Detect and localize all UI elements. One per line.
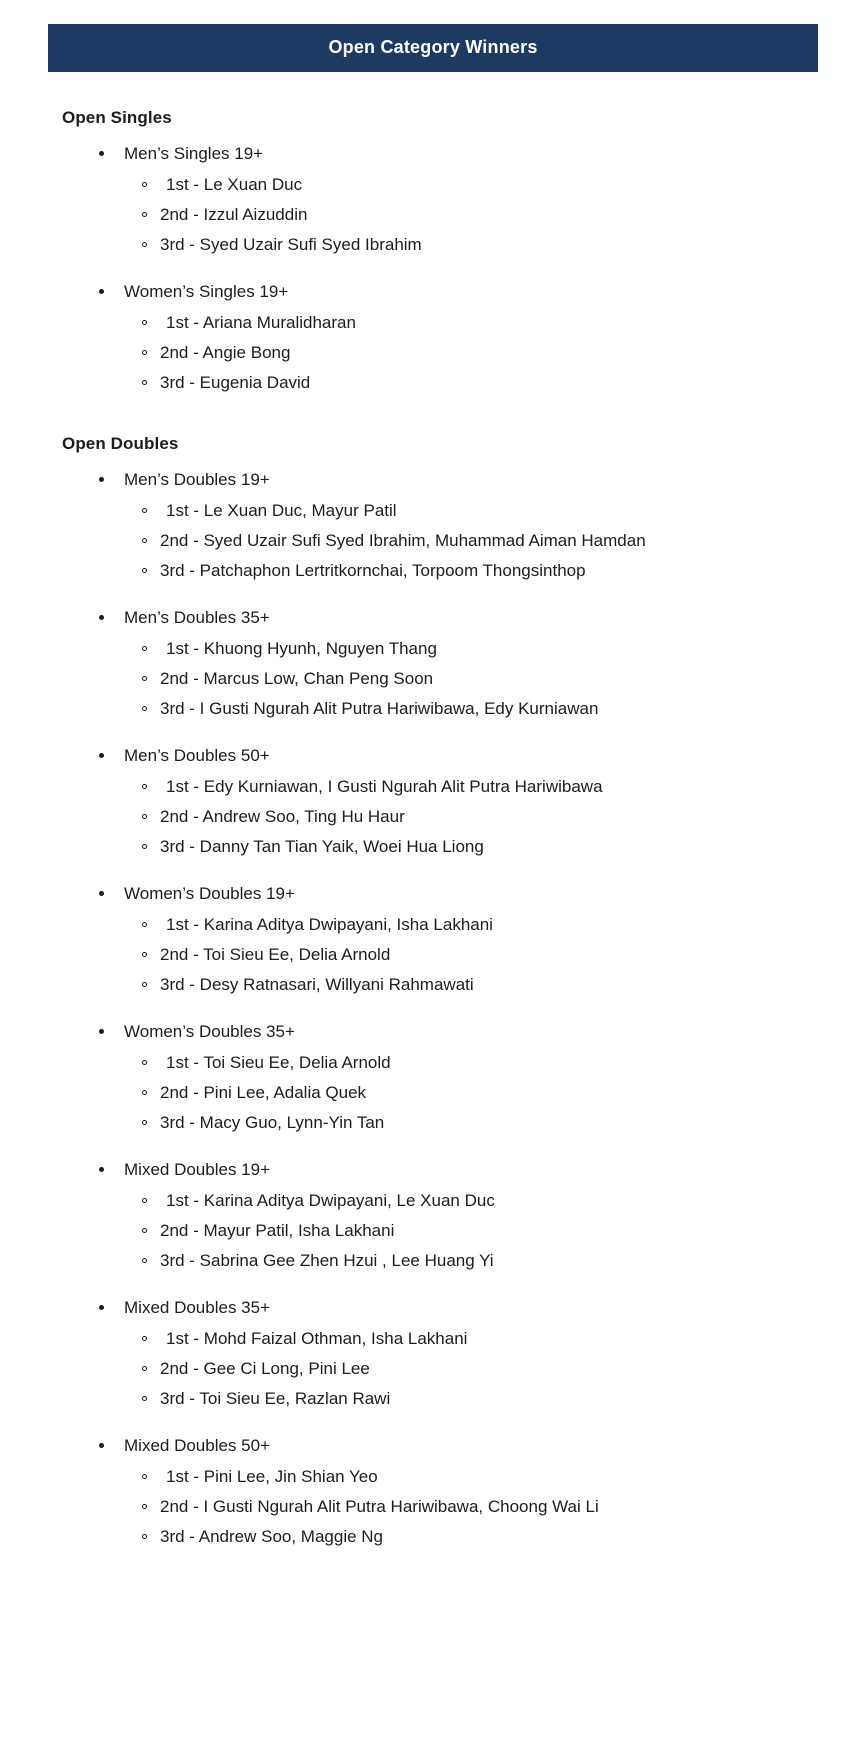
placing-item	[124, 232, 866, 258]
placing-text: 2nd - Andrew Soo, Ting Hu Haur	[160, 807, 405, 826]
placing-text: 2nd - Angie Bong	[160, 343, 291, 362]
category-item	[0, 468, 866, 584]
disc-bullet-icon	[99, 891, 104, 896]
circle-bullet-icon	[142, 1258, 147, 1263]
placing-text: 1st - Edy Kurniawan, I Gusti Ngurah Alit Putra Hariwibawa	[166, 777, 603, 796]
circle-bullet-icon	[142, 212, 147, 217]
circle-bullet-icon	[142, 508, 147, 513]
category-label: Mixed Doubles 19+	[124, 1160, 271, 1179]
circle-bullet-icon	[142, 646, 147, 651]
placing-item	[124, 558, 866, 584]
placing-item	[124, 1188, 866, 1214]
placing-text: 1st - Karina Aditya Dwipayani, Le Xuan Duc	[166, 1191, 495, 1210]
section-open-doubles	[0, 434, 866, 1550]
placing-text: 3rd - Sabrina Gee Zhen Hzui , Lee Huang Yi	[160, 1251, 494, 1270]
disc-bullet-icon	[99, 151, 104, 156]
placing-item	[124, 1248, 866, 1274]
circle-bullet-icon	[142, 538, 147, 543]
placing-text: 2nd - I Gusti Ngurah Alit Putra Hariwibawa, Choong Wai Li	[160, 1497, 599, 1516]
disc-bullet-icon	[99, 1443, 104, 1448]
circle-bullet-icon	[142, 1396, 147, 1401]
placing-text: 3rd - Eugenia David	[160, 373, 311, 392]
placing-text: 2nd - Syed Uzair Sufi Syed Ibrahim, Muhammad Aiman Hamdan	[160, 531, 646, 550]
disc-bullet-icon	[99, 753, 104, 758]
placing-item	[124, 1080, 866, 1106]
placing-item	[124, 972, 866, 998]
circle-bullet-icon	[142, 1198, 147, 1203]
circle-bullet-icon	[142, 676, 147, 681]
circle-bullet-icon	[142, 242, 147, 247]
placing-list	[124, 774, 866, 860]
disc-bullet-icon	[99, 615, 104, 620]
section-open-singles	[0, 108, 866, 396]
circle-bullet-icon	[142, 922, 147, 927]
placing-text: 2nd - Toi Sieu Ee, Delia Arnold	[160, 945, 391, 964]
placing-text: 2nd - Pini Lee, Adalia Quek	[160, 1083, 367, 1102]
placing-item	[124, 498, 866, 524]
circle-bullet-icon	[142, 982, 147, 987]
category-item	[0, 1434, 866, 1550]
circle-bullet-icon	[142, 568, 147, 573]
placing-text: 1st - Ariana Muralidharan	[166, 313, 356, 332]
placing-list	[124, 172, 866, 258]
category-label: Men’s Doubles 50+	[124, 746, 270, 765]
circle-bullet-icon	[142, 784, 147, 789]
placing-item	[124, 1524, 866, 1550]
placing-item	[124, 1494, 866, 1520]
placing-item	[124, 666, 866, 692]
placing-item	[124, 528, 866, 554]
placing-item	[124, 696, 866, 722]
placing-text: 2nd - Izzul Aizuddin	[160, 205, 308, 224]
circle-bullet-icon	[142, 952, 147, 957]
placing-item	[124, 912, 866, 938]
placing-text: 1st - Toi Sieu Ee, Delia Arnold	[166, 1053, 391, 1072]
placing-list	[124, 310, 866, 396]
placing-item	[124, 1218, 866, 1244]
placing-item	[124, 834, 866, 860]
disc-bullet-icon	[99, 289, 104, 294]
placing-text: 3rd - Macy Guo, Lynn-Yin Tan	[160, 1113, 385, 1132]
section-title: Open Doubles	[62, 434, 179, 453]
circle-bullet-icon	[142, 1504, 147, 1509]
category-label: Women’s Doubles 19+	[124, 884, 295, 903]
category-label: Mixed Doubles 50+	[124, 1436, 271, 1455]
circle-bullet-icon	[142, 380, 147, 385]
placing-text: 3rd - Desy Ratnasari, Willyani Rahmawati	[160, 975, 474, 994]
placing-text: 1st - Le Xuan Duc	[166, 175, 303, 194]
placing-item	[124, 340, 866, 366]
placing-item	[124, 804, 866, 830]
placing-text: 2nd - Gee Ci Long, Pini Lee	[160, 1359, 370, 1378]
placing-text: 1st - Pini Lee, Jin Shian Yeo	[166, 1467, 378, 1486]
category-item	[0, 882, 866, 998]
placing-item	[124, 942, 866, 968]
category-item	[0, 1158, 866, 1274]
category-item	[0, 744, 866, 860]
placing-text: 3rd - I Gusti Ngurah Alit Putra Hariwibawa, Edy Kurniawan	[160, 699, 599, 718]
circle-bullet-icon	[142, 1090, 147, 1095]
placing-item	[124, 202, 866, 228]
disc-bullet-icon	[99, 1167, 104, 1172]
placing-item	[124, 636, 866, 662]
circle-bullet-icon	[142, 1120, 147, 1125]
placing-list	[124, 636, 866, 722]
category-item	[0, 142, 866, 258]
placing-list	[124, 912, 866, 998]
disc-bullet-icon	[99, 1029, 104, 1034]
placing-text: 1st - Khuong Hyunh, Nguyen Thang	[166, 639, 437, 658]
placing-list	[124, 498, 866, 584]
circle-bullet-icon	[142, 182, 147, 187]
placing-item	[124, 1356, 866, 1382]
placing-text: 3rd - Patchaphon Lertritkornchai, Torpoom Thongsinthop	[160, 561, 586, 580]
category-item	[0, 280, 866, 396]
disc-bullet-icon	[99, 477, 104, 482]
category-item	[0, 1020, 866, 1136]
placing-list	[124, 1326, 866, 1412]
placing-item	[124, 1386, 866, 1412]
circle-bullet-icon	[142, 1534, 147, 1539]
placing-item	[124, 774, 866, 800]
placing-list	[124, 1464, 866, 1550]
category-list	[0, 142, 866, 396]
page-banner-title: Open Category Winners	[48, 24, 818, 72]
placing-text: 3rd - Danny Tan Tian Yaik, Woei Hua Liong	[160, 837, 484, 856]
placing-text: 2nd - Marcus Low, Chan Peng Soon	[160, 669, 434, 688]
placing-list	[124, 1188, 866, 1274]
placing-item	[124, 1464, 866, 1490]
sections-container	[0, 108, 866, 1550]
placing-text: 2nd - Mayur Patil, Isha Lakhani	[160, 1221, 395, 1240]
circle-bullet-icon	[142, 350, 147, 355]
circle-bullet-icon	[142, 1228, 147, 1233]
circle-bullet-icon	[142, 320, 147, 325]
placing-item	[124, 370, 866, 396]
placing-item	[124, 310, 866, 336]
circle-bullet-icon	[142, 1474, 147, 1479]
circle-bullet-icon	[142, 1336, 147, 1341]
category-item	[0, 606, 866, 722]
placing-item	[124, 1050, 866, 1076]
placing-item	[124, 172, 866, 198]
circle-bullet-icon	[142, 814, 147, 819]
placing-text: 3rd - Syed Uzair Sufi Syed Ibrahim	[160, 235, 422, 254]
category-label: Men’s Doubles 19+	[124, 470, 270, 489]
placing-text: 1st - Le Xuan Duc, Mayur Patil	[166, 501, 397, 520]
placing-item	[124, 1110, 866, 1136]
placing-text: 3rd - Toi Sieu Ee, Razlan Rawi	[160, 1389, 391, 1408]
circle-bullet-icon	[142, 706, 147, 711]
placing-list	[124, 1050, 866, 1136]
category-label: Men’s Doubles 35+	[124, 608, 270, 627]
placing-text: 1st - Mohd Faizal Othman, Isha Lakhani	[166, 1329, 468, 1348]
category-label: Women’s Singles 19+	[124, 282, 289, 301]
placing-text: 1st - Karina Aditya Dwipayani, Isha Lakhani	[166, 915, 493, 934]
results-page	[0, 24, 866, 1550]
category-item	[0, 1296, 866, 1412]
category-label: Men’s Singles 19+	[124, 144, 264, 163]
placing-text: 3rd - Andrew Soo, Maggie Ng	[160, 1527, 384, 1546]
circle-bullet-icon	[142, 1060, 147, 1065]
disc-bullet-icon	[99, 1305, 104, 1310]
placing-item	[124, 1326, 866, 1352]
circle-bullet-icon	[142, 844, 147, 849]
circle-bullet-icon	[142, 1366, 147, 1371]
section-title: Open Singles	[62, 108, 172, 127]
category-list	[0, 468, 866, 1550]
category-label: Mixed Doubles 35+	[124, 1298, 271, 1317]
category-label: Women’s Doubles 35+	[124, 1022, 295, 1041]
